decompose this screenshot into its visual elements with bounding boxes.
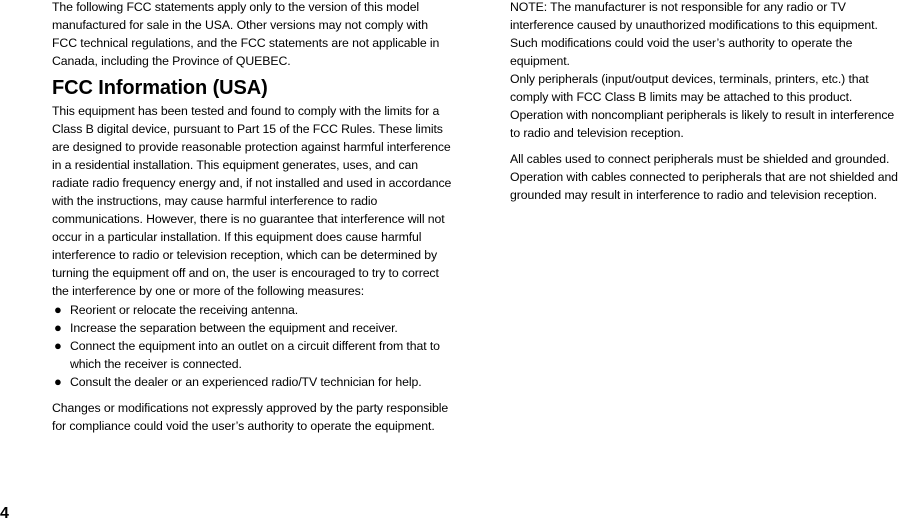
list-item-text: Consult the dealer or an experienced radio/TV technician for help. (70, 375, 422, 389)
measures-list (52, 301, 454, 391)
peripherals-paragraph: Only peripherals (input/output devices, terminals, printers, etc.) that comply with FCC Class B limits may be attached to this product. Operation with noncompliant peripherals is likely to result in interference to radio and television reception. (510, 72, 895, 140)
list-item (52, 319, 454, 337)
changes-paragraph: Changes or modifications not expressly approved by the party responsible for compliance could void the user’s authority to operate the equipment. (52, 401, 449, 433)
cables-paragraph: All cables used to connect peripherals must be shielded and grounded. Operation with cables connected to peripherals that are not shielded and grounded may result in interference to radio and television reception. (510, 152, 898, 202)
compliance-paragraph: This equipment has been tested and found to comply with the limits for a Class B digital device, pursuant to Part 15 of the FCC Rules. These limits are designed to provide reasonable protection against harmful interference in a residential installation. This equipment generates, uses, and can radiate radio frequency energy and, if not installed and used in accordance with the instructions, may cause harmful interference to radio communications. However, there is no guarantee that interference will not occur in a particular installation. If this equipment does cause harmful interference to radio or television reception, which can be determined by turning the equipment off and on, the user is encouraged to try to correct the interference by one or more of the following measures: (52, 104, 452, 298)
note-paragraph: NOTE: The manufacturer is not responsible for any radio or TV interference caused by unauthorized modifications to this equipment. Such modifications could void the user’s authority to operate the equipment. (510, 0, 878, 68)
page-number: 4 (0, 505, 9, 522)
list-item (52, 337, 454, 373)
left-column (52, 0, 454, 435)
right-column (510, 0, 903, 204)
bullet-icon: ● (54, 320, 62, 335)
list-item (52, 301, 454, 319)
intro-paragraph: The following FCC statements apply only to the version of this model manufactured for sale in the USA. Other versions may not comply with FCC technical regulations, and the FCC statements are not applicable in Canada, including the Province of QUEBEC. (52, 0, 440, 68)
bullet-icon: ● (54, 338, 62, 353)
list-item-text: Increase the separation between the equipment and receiver. (70, 321, 398, 335)
list-item (52, 373, 454, 391)
list-item-text: Connect the equipment into an outlet on a circuit different from that to which the receiver is connected. (70, 339, 440, 371)
bullet-icon: ● (54, 374, 62, 389)
bullet-icon: ● (54, 302, 62, 317)
list-item-text: Reorient or relocate the receiving antenna. (70, 303, 299, 317)
section-heading: FCC Information (USA) (52, 77, 268, 99)
